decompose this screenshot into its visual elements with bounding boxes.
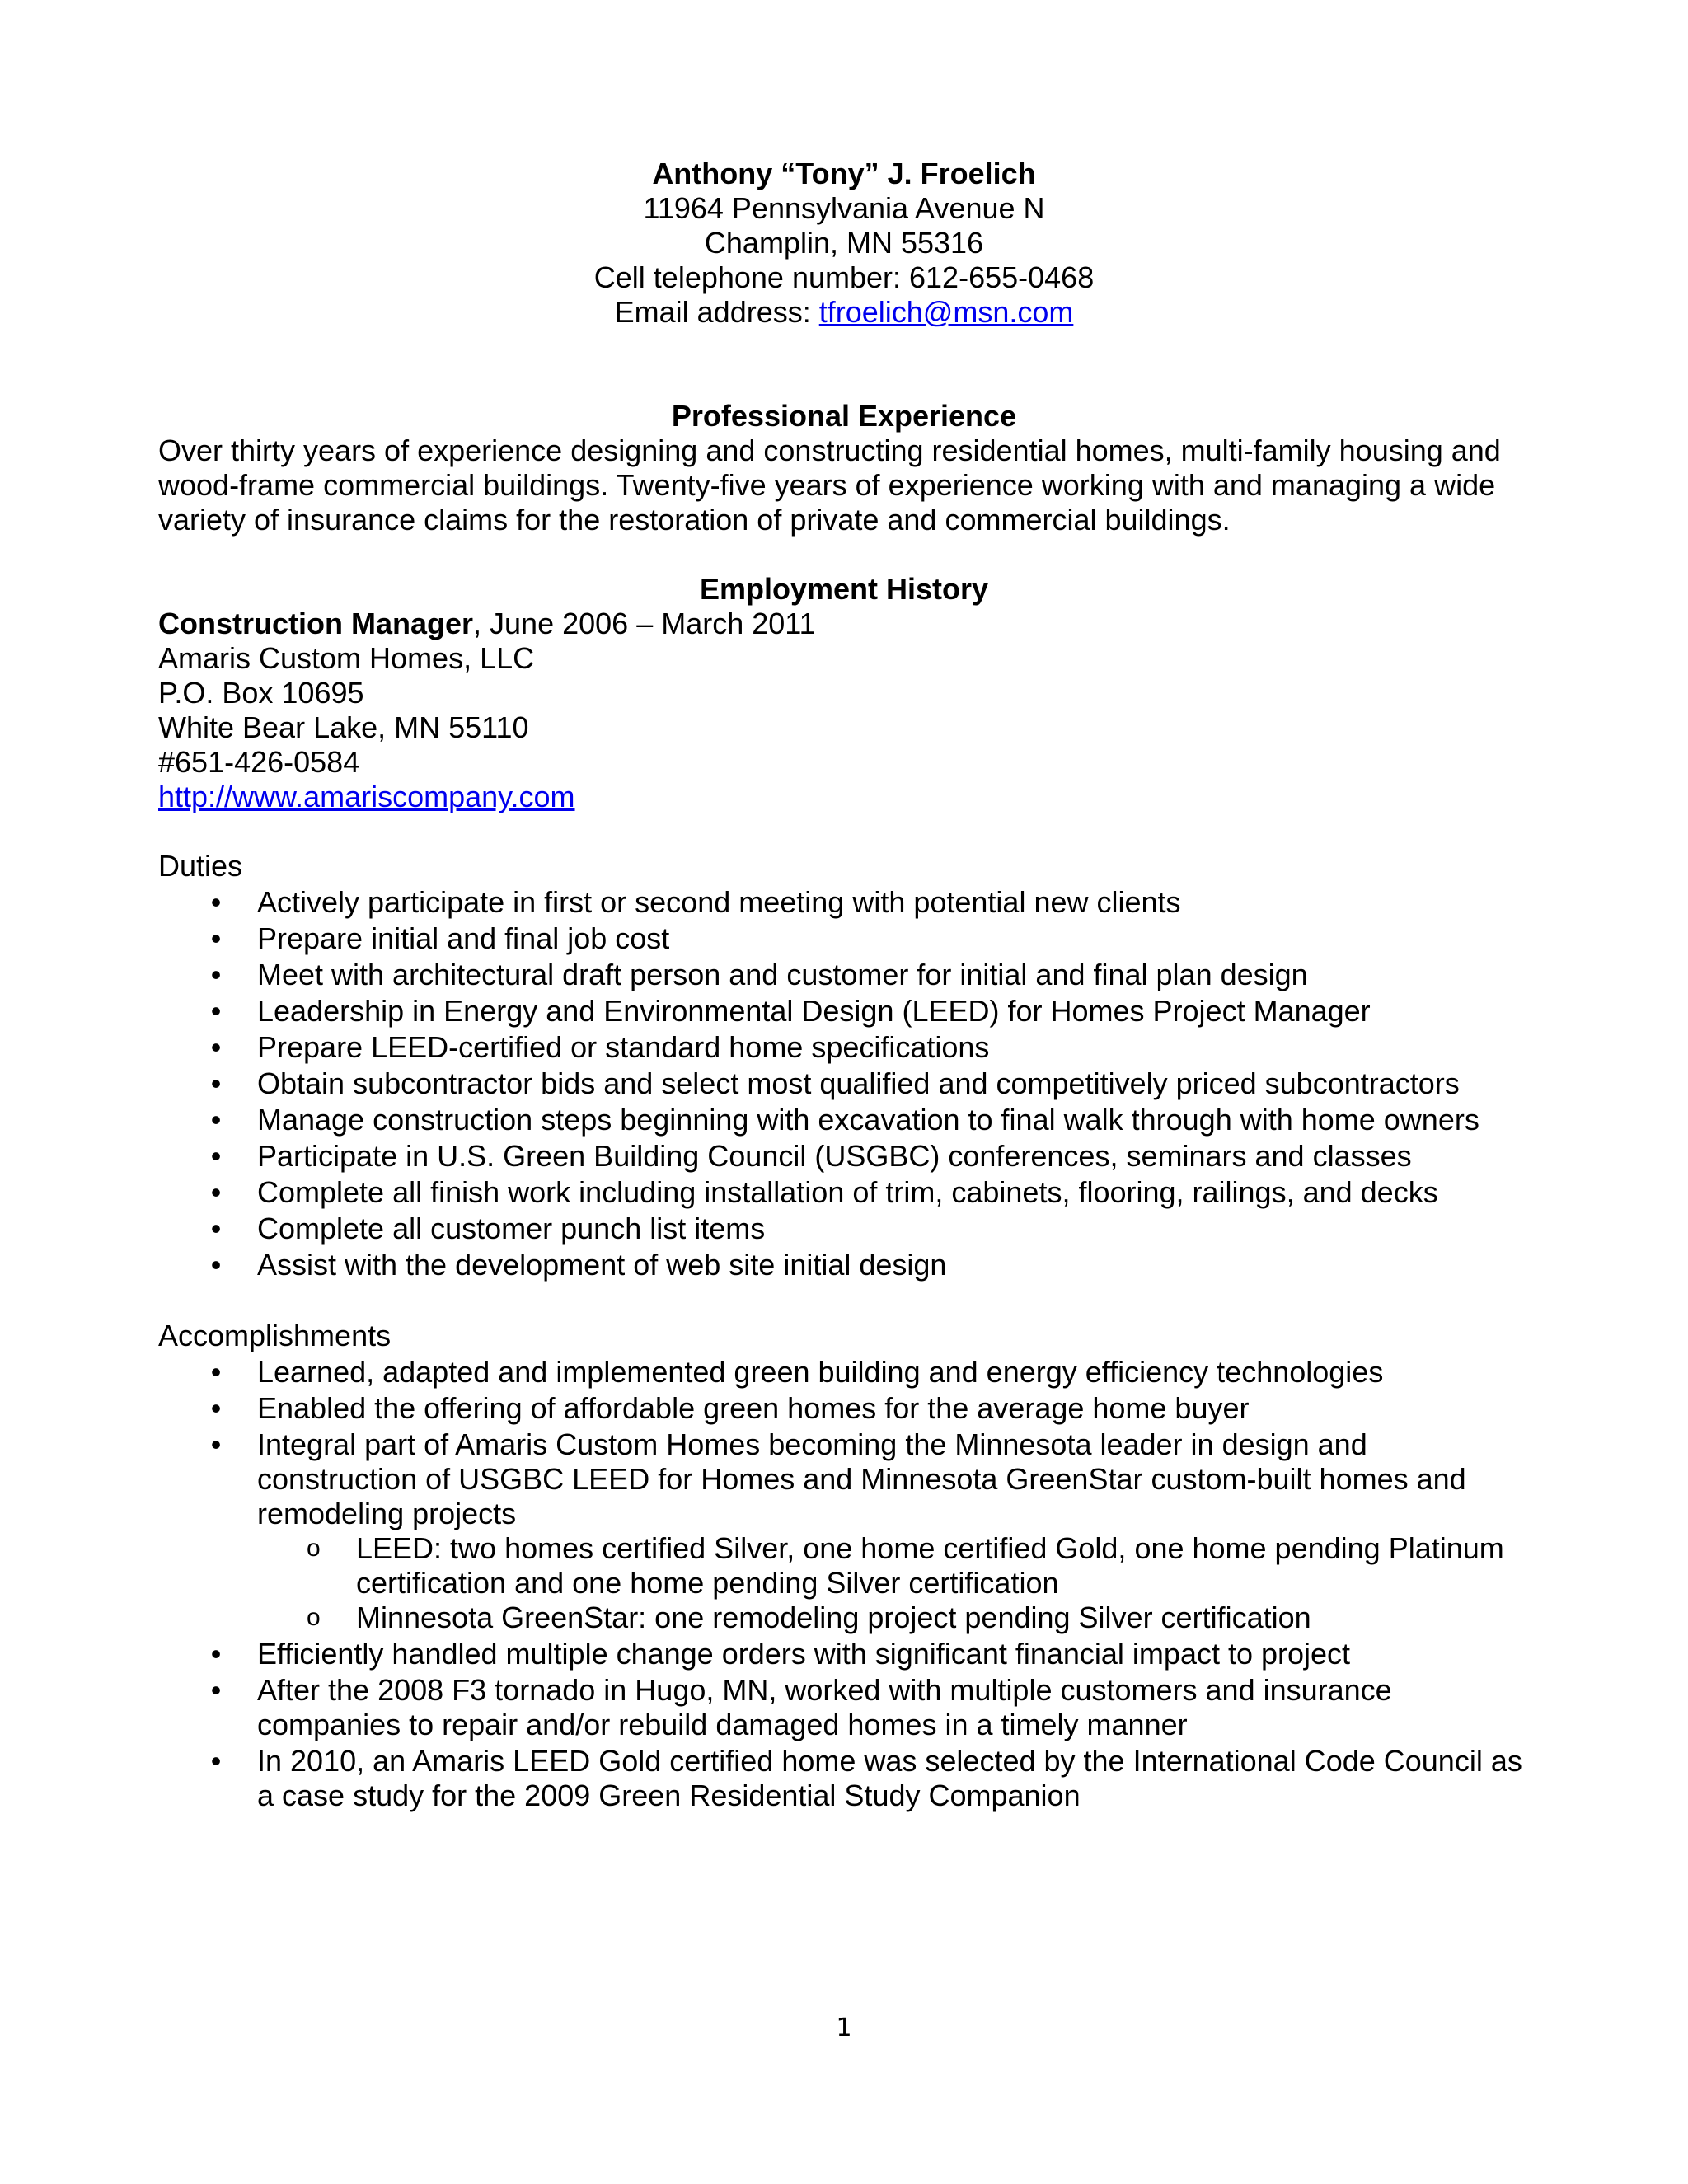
- professional-experience-text: Over thirty years of experience designing and constructing residential homes, multi-family housing and wood-frame commercial buildings. Twenty-five years of experience working with and managing a wide variety of insurance claims for the restoration of private and commercial buildings.: [158, 434, 1501, 537]
- list-item: • Leadership in Energy and Environmental Design (LEED) for Homes Project Manager: [158, 994, 1530, 1029]
- company-website-link[interactable]: http://www.amariscompany.com: [158, 780, 575, 813]
- duties-list: [158, 885, 1530, 1282]
- job-line: [158, 607, 1530, 641]
- job-dates: , June 2006 – March 2011: [473, 607, 816, 640]
- bullet-icon: •: [210, 994, 222, 1028]
- address-line-2: Champlin, MN 55316: [704, 226, 984, 260]
- circle-bullet-icon: o: [307, 1535, 321, 1562]
- resume-page: [158, 157, 1530, 1815]
- bullet-icon: •: [210, 1139, 222, 1173]
- email-link[interactable]: tfroelich@msn.com: [818, 295, 1074, 329]
- bullet-icon: •: [210, 885, 222, 919]
- address-line-1: 11964 Pennsylvania Avenue N: [643, 191, 1045, 225]
- list-item: • Prepare initial and final job cost: [158, 921, 1530, 956]
- bullet-icon: •: [210, 1212, 222, 1245]
- page-number: 1: [836, 2013, 852, 2042]
- professional-experience-section: [158, 399, 1530, 537]
- list-item: • Integral part of Amaris Custom Homes becoming the Minnesota leader in design and construction of USGBC LEED for Homes and Minnesota GreenStar custom-built homes and remodeling projects o LEED: two homes certified Silver, one home certified Gold, one home pending Platinum certification and one home pending Silver certification o Minnesota GreenStar: one remodeling project pending Silver certification: [158, 1427, 1530, 1635]
- bullet-icon: •: [210, 958, 222, 991]
- duties-heading: Duties: [158, 849, 243, 883]
- bullet-icon: •: [210, 1355, 222, 1389]
- company-name: Amaris Custom Homes, LLC: [158, 641, 535, 675]
- bullet-icon: •: [210, 1248, 222, 1282]
- list-item: • Obtain subcontractor bids and select most qualified and competitively priced subcontractors: [158, 1066, 1530, 1101]
- bullet-icon: •: [210, 1066, 222, 1100]
- bullet-icon: •: [210, 1175, 222, 1209]
- contact-header: [158, 157, 1530, 330]
- certification-sublist: [257, 1531, 1530, 1635]
- employment-history-heading: Employment History: [699, 572, 989, 606]
- list-item: • Learned, adapted and implemented green building and energy efficiency technologies: [158, 1355, 1530, 1390]
- list-item: • Participate in U.S. Green Building Council (USGBC) conferences, seminars and classes: [158, 1139, 1530, 1174]
- duties-section: [158, 849, 1530, 1282]
- email-label: Email address:: [614, 295, 819, 329]
- list-item: • Enabled the offering of affordable green homes for the average home buyer: [158, 1391, 1530, 1426]
- professional-experience-heading: Professional Experience: [671, 399, 1017, 433]
- bullet-icon: •: [210, 1673, 222, 1707]
- accomplishments-heading: Accomplishments: [158, 1319, 392, 1352]
- list-item: • Actively participate in first or second meeting with potential new clients: [158, 885, 1530, 920]
- accomplishments-section: [158, 1319, 1530, 1813]
- bullet-icon: •: [210, 1391, 222, 1425]
- list-item: • Meet with architectural draft person and customer for initial and final plan design: [158, 958, 1530, 992]
- list-item: • Efficiently handled multiple change orders with significant financial impact to project: [158, 1637, 1530, 1671]
- sub-list-item: o Minnesota GreenStar: one remodeling project pending Silver certification: [307, 1601, 1311, 1634]
- bullet-icon: •: [210, 1637, 222, 1671]
- list-item: • Prepare LEED-certified or standard home specifications: [158, 1030, 1530, 1065]
- job-title: Construction Manager: [158, 607, 474, 640]
- bullet-icon: •: [210, 1030, 222, 1064]
- list-item: • Complete all finish work including installation of trim, cabinets, flooring, railings, and decks: [158, 1175, 1530, 1210]
- circle-bullet-icon: o: [307, 1604, 321, 1631]
- company-po-box: P.O. Box 10695: [158, 676, 364, 710]
- list-item: • In 2010, an Amaris LEED Gold certified home was selected by the International Code Council as a case study for the 2009 Green Residential Study Companion: [158, 1744, 1530, 1813]
- bullet-icon: •: [210, 1427, 222, 1461]
- list-item: • Assist with the development of web site initial design: [158, 1248, 1530, 1282]
- bullet-icon: •: [210, 1744, 222, 1778]
- bullet-icon: •: [210, 1103, 222, 1137]
- sub-list-item: o LEED: two homes certified Silver, one home certified Gold, one home pending Platinum certification and one home pending Silver certification: [307, 1531, 1504, 1600]
- list-item: • After the 2008 F3 tornado in Hugo, MN, worked with multiple customers and insurance companies to repair and/or rebuild damaged homes in a timely manner: [158, 1673, 1530, 1742]
- applicant-name: Anthony “Tony” J. Froelich: [652, 157, 1036, 190]
- phone-number: Cell telephone number: 612-655-0468: [593, 260, 1095, 294]
- company-phone: #651-426-0584: [158, 745, 360, 779]
- company-city: White Bear Lake, MN 55110: [158, 710, 529, 744]
- list-item: • Complete all customer punch list items: [158, 1212, 1530, 1246]
- list-item: • Manage construction steps beginning with excavation to final walk through with home owners: [158, 1103, 1530, 1137]
- employment-history-section: [158, 572, 1530, 814]
- email-line: [158, 295, 1530, 330]
- accomplishments-list: [158, 1355, 1530, 1813]
- bullet-icon: •: [210, 921, 222, 955]
